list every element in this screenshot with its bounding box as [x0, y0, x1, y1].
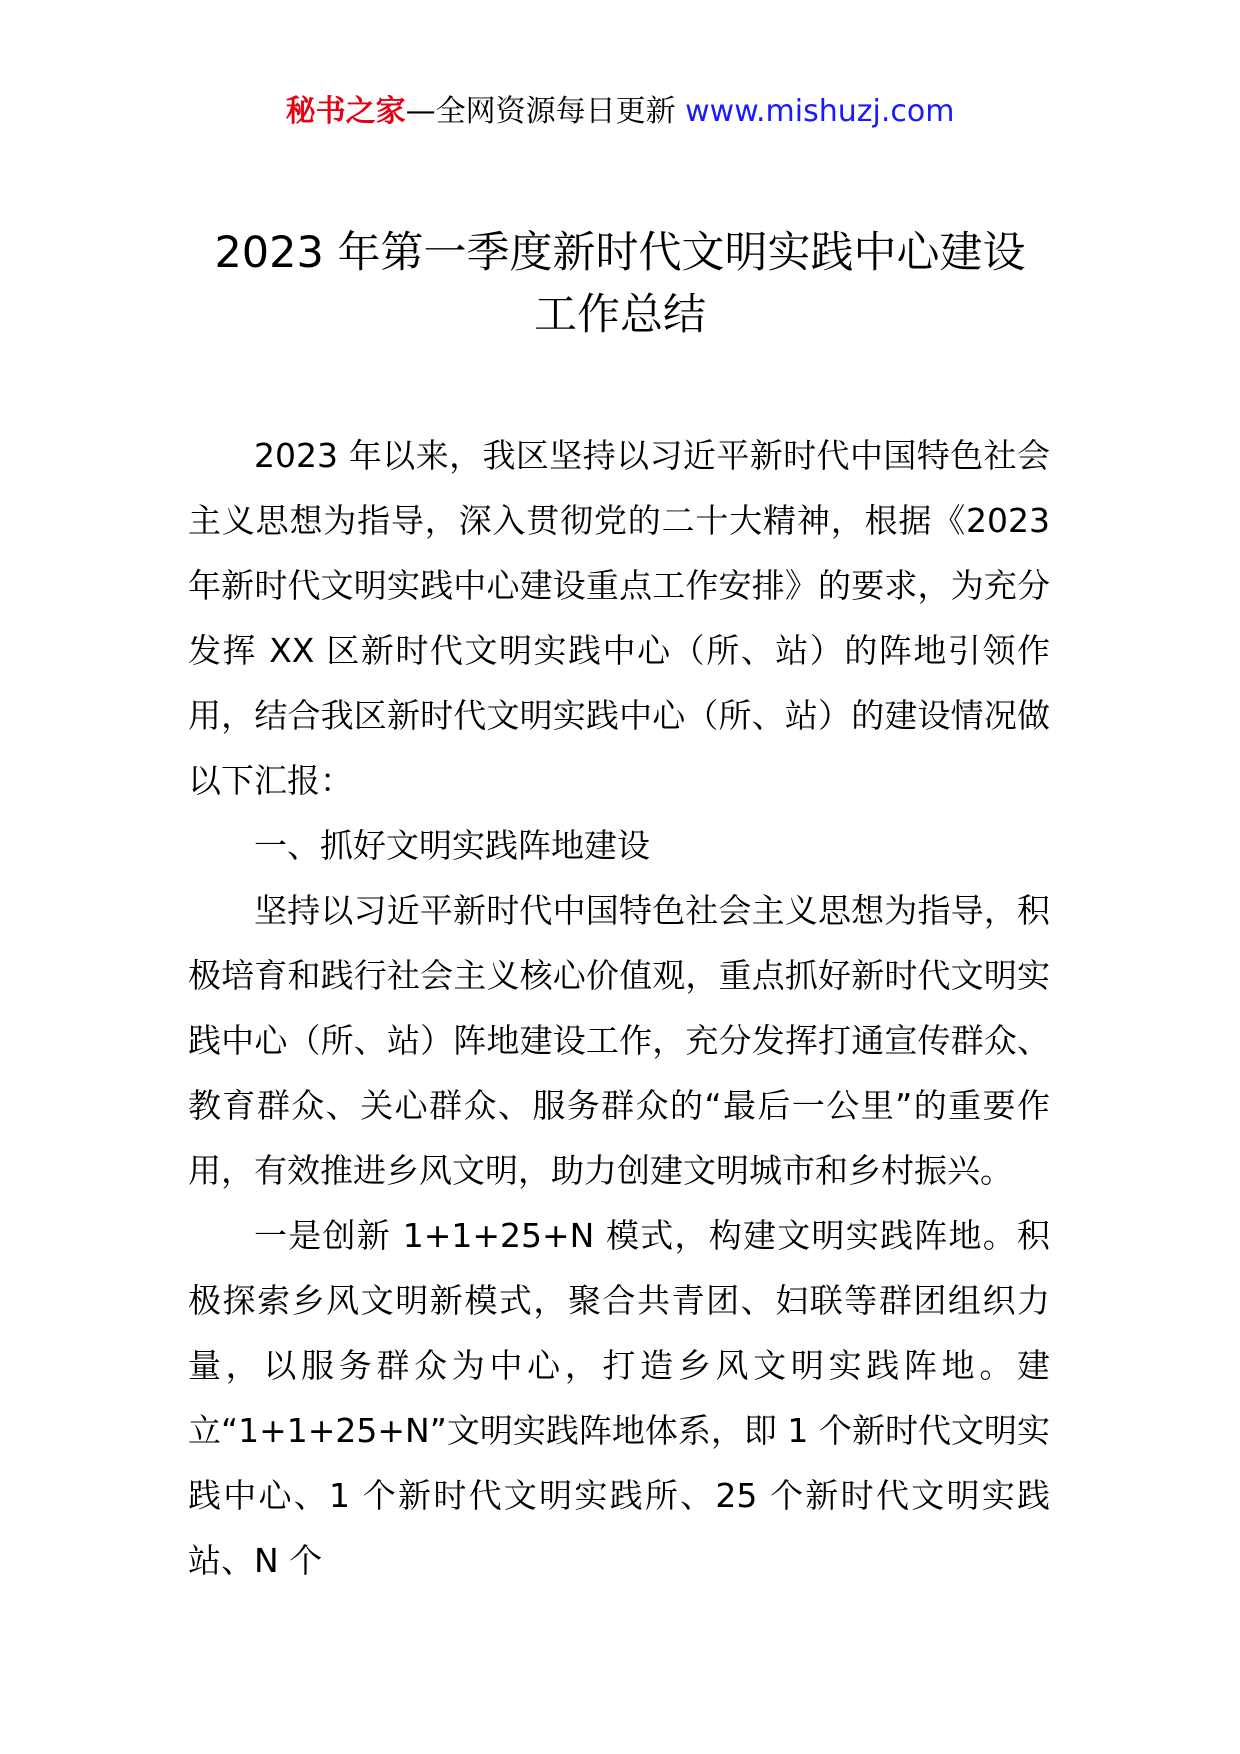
- site-header: [0, 92, 1240, 132]
- site-tagline: —全网资源每日更新: [405, 94, 686, 129]
- document-title: [0, 222, 1240, 346]
- document-body: [188, 423, 1050, 1593]
- body-paragraph: 坚持以习近平新时代中国特色社会主义思想为指导，积极培育和践行社会主义核心价值观，重点抓好新时代文明实践中心（所、站）阵地建设工作，充分发挥打通宣传群众、教育群众、关心群众、服务群众的“最后一公里”的重要作用，有效推进乡风文明，助力创建文明城市和乡村振兴。: [188, 891, 1050, 1190]
- intro-paragraph: 2023 年以来，我区坚持以习近平新时代中国特色社会主义思想为指导，深入贯彻党的二十大精神，根据《2023 年新时代文明实践中心建设重点工作安排》的要求，为充分发挥 XX 区新时代文明实践中心（所、站）的阵地引领作用，结合我区新时代文明实践中心（所、站）的建设情况做以下汇报：: [188, 436, 1050, 800]
- site-brand: 秘书之家: [285, 94, 406, 129]
- title-line-2: 工作总结: [534, 290, 706, 340]
- site-url-link[interactable]: www.mishuzj.com: [685, 94, 955, 129]
- title-line-1: 2023 年第一季度新时代文明实践中心建设: [214, 228, 1026, 278]
- body-paragraph: 一是创新 1+1+25+N 模式，构建文明实践阵地。积极探索乡风文明新模式，聚合共青团、妇联等群团组织力量，以服务群众为中心，打造乡风文明实践阵地。建立“1+1+25+N”文明实践阵地体系，即 1 个新时代文明实践中心、1 个新时代文明实践所、25 个新时代文明实践站、N 个: [188, 1216, 1050, 1580]
- section-heading: 一、抓好文明实践阵地建设: [254, 826, 650, 865]
